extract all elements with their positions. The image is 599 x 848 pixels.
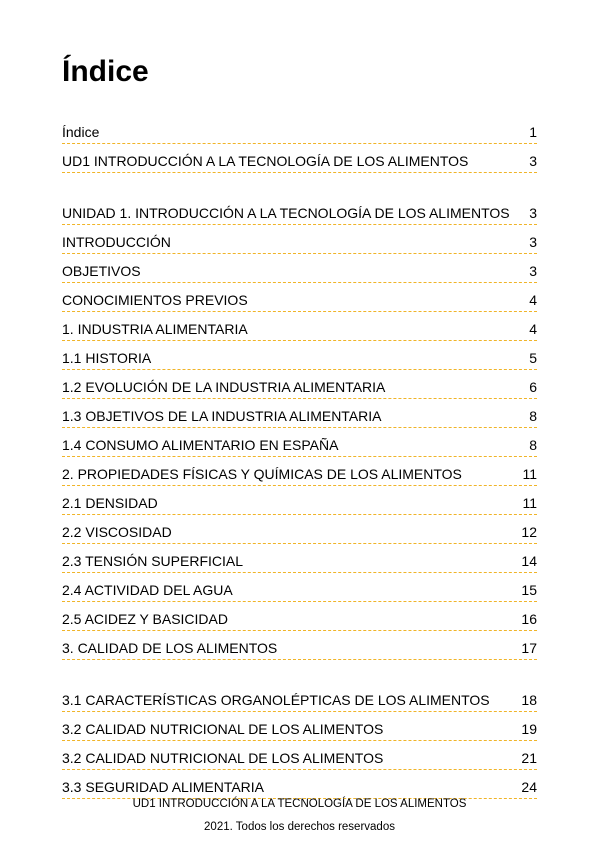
- toc-entry-page: 11: [522, 466, 537, 482]
- toc-entry[interactable]: [62, 283, 537, 312]
- toc-entry[interactable]: [62, 602, 537, 631]
- toc-entry[interactable]: [62, 515, 537, 544]
- toc-entry-page: 4: [529, 321, 537, 337]
- toc-entry-page: 1: [529, 124, 537, 140]
- toc-entry[interactable]: [62, 544, 537, 573]
- toc-entry[interactable]: [62, 573, 537, 602]
- toc-entry[interactable]: [62, 341, 537, 370]
- toc-entry-page: 3: [529, 263, 537, 279]
- toc-entry[interactable]: [62, 144, 537, 173]
- toc-entry-title: 1.2 EVOLUCIÓN DE LA INDUSTRIA ALIMENTARIA: [62, 379, 386, 395]
- toc-entry-title: 1.1 HISTORIA: [62, 350, 152, 366]
- toc-entry[interactable]: [62, 457, 537, 486]
- toc-entry-page: 3: [529, 153, 537, 169]
- toc-entry-page: 5: [529, 350, 537, 366]
- toc-entry-page: 3: [529, 205, 537, 221]
- toc-entry-title: 2. PROPIEDADES FÍSICAS Y QUÍMICAS DE LOS ALIMENTOS: [62, 466, 462, 482]
- page-title: Índice: [62, 55, 149, 88]
- toc-entry-page: 16: [521, 611, 537, 627]
- toc-entry-page: 17: [521, 640, 537, 656]
- toc-entry[interactable]: [62, 631, 537, 660]
- toc-entry[interactable]: [62, 399, 537, 428]
- toc-entry[interactable]: [62, 370, 537, 399]
- toc-entry-page: 21: [521, 750, 537, 766]
- toc-entry[interactable]: [62, 312, 537, 341]
- toc-entry-title: Índice: [62, 124, 100, 140]
- toc-entry-title: 1. INDUSTRIA ALIMENTARIA: [62, 321, 248, 337]
- toc-entry-page: 19: [521, 721, 537, 737]
- toc-entry[interactable]: [62, 770, 537, 799]
- toc-entry-title: 2.2 VISCOSIDAD: [62, 524, 172, 540]
- toc-entry-page: 6: [529, 379, 537, 395]
- toc-entry-title: 3.3 SEGURIDAD ALIMENTARIA: [62, 779, 265, 795]
- toc-entry-title: 2.1 DENSIDAD: [62, 495, 158, 511]
- toc-entry[interactable]: [62, 225, 537, 254]
- toc-entry-page: 8: [529, 437, 537, 453]
- toc-entry[interactable]: [62, 254, 537, 283]
- toc-entry-page: 3: [529, 234, 537, 250]
- toc-entry[interactable]: [62, 486, 537, 515]
- toc-entry-page: 12: [521, 524, 537, 540]
- toc-entry-title: 2.5 ACIDEZ Y BASICIDAD: [62, 611, 228, 627]
- toc-entry-title: 3. CALIDAD DE LOS ALIMENTOS: [62, 640, 278, 656]
- toc-entry-title: 2.4 ACTIVIDAD DEL AGUA: [62, 582, 233, 598]
- toc-entry-title: 3.2 CALIDAD NUTRICIONAL DE LOS ALIMENTOS: [62, 721, 384, 737]
- toc-entry-page: 11: [522, 495, 537, 511]
- toc-entry-title: 3.2 CALIDAD NUTRICIONAL DE LOS ALIMENTOS: [62, 750, 384, 766]
- toc-entry-page: 18: [521, 692, 537, 708]
- toc-entry-title: OBJETIVOS: [62, 263, 141, 279]
- toc-entry-page: 15: [521, 582, 537, 598]
- toc-entry-title: 1.3 OBJETIVOS DE LA INDUSTRIA ALIMENTARIA: [62, 408, 382, 424]
- toc-entry[interactable]: [62, 712, 537, 741]
- table-of-contents: [62, 115, 537, 799]
- toc-entry-page: 8: [529, 408, 537, 424]
- footer-copyright: 2021. Todos los derechos reservados: [204, 821, 395, 833]
- footer-course-title: UD1 INTRODUCCIÓN A LA TECNOLOGÍA DE LOS ALIMENTOS: [132, 798, 467, 810]
- toc-entry-page: 4: [529, 292, 537, 308]
- toc-entry-title: UD1 INTRODUCCIÓN A LA TECNOLOGÍA DE LOS ALIMENTOS: [62, 153, 469, 169]
- toc-entry-title: INTRODUCCIÓN: [62, 234, 171, 250]
- toc-entry-title: UNIDAD 1. INTRODUCCIÓN A LA TECNOLOGÍA DE LOS ALIMENTOS: [62, 205, 510, 221]
- toc-entry[interactable]: [62, 115, 537, 144]
- toc-entry-title: CONOCIMIENTOS PREVIOS: [62, 292, 248, 308]
- toc-entry-page: 14: [521, 553, 537, 569]
- toc-entry-page: 24: [521, 779, 537, 795]
- toc-entry[interactable]: [62, 741, 537, 770]
- toc-entry[interactable]: [62, 660, 537, 712]
- toc-entry[interactable]: [62, 428, 537, 457]
- toc-entry-title: 3.1 CARACTERÍSTICAS ORGANOLÉPTICAS DE LOS ALIMENTOS: [62, 692, 490, 708]
- toc-entry[interactable]: [62, 173, 537, 225]
- toc-entry-title: 2.3 TENSIÓN SUPERFICIAL: [62, 553, 244, 569]
- toc-entry-title: 1.4 CONSUMO ALIMENTARIO EN ESPAÑA: [62, 437, 339, 453]
